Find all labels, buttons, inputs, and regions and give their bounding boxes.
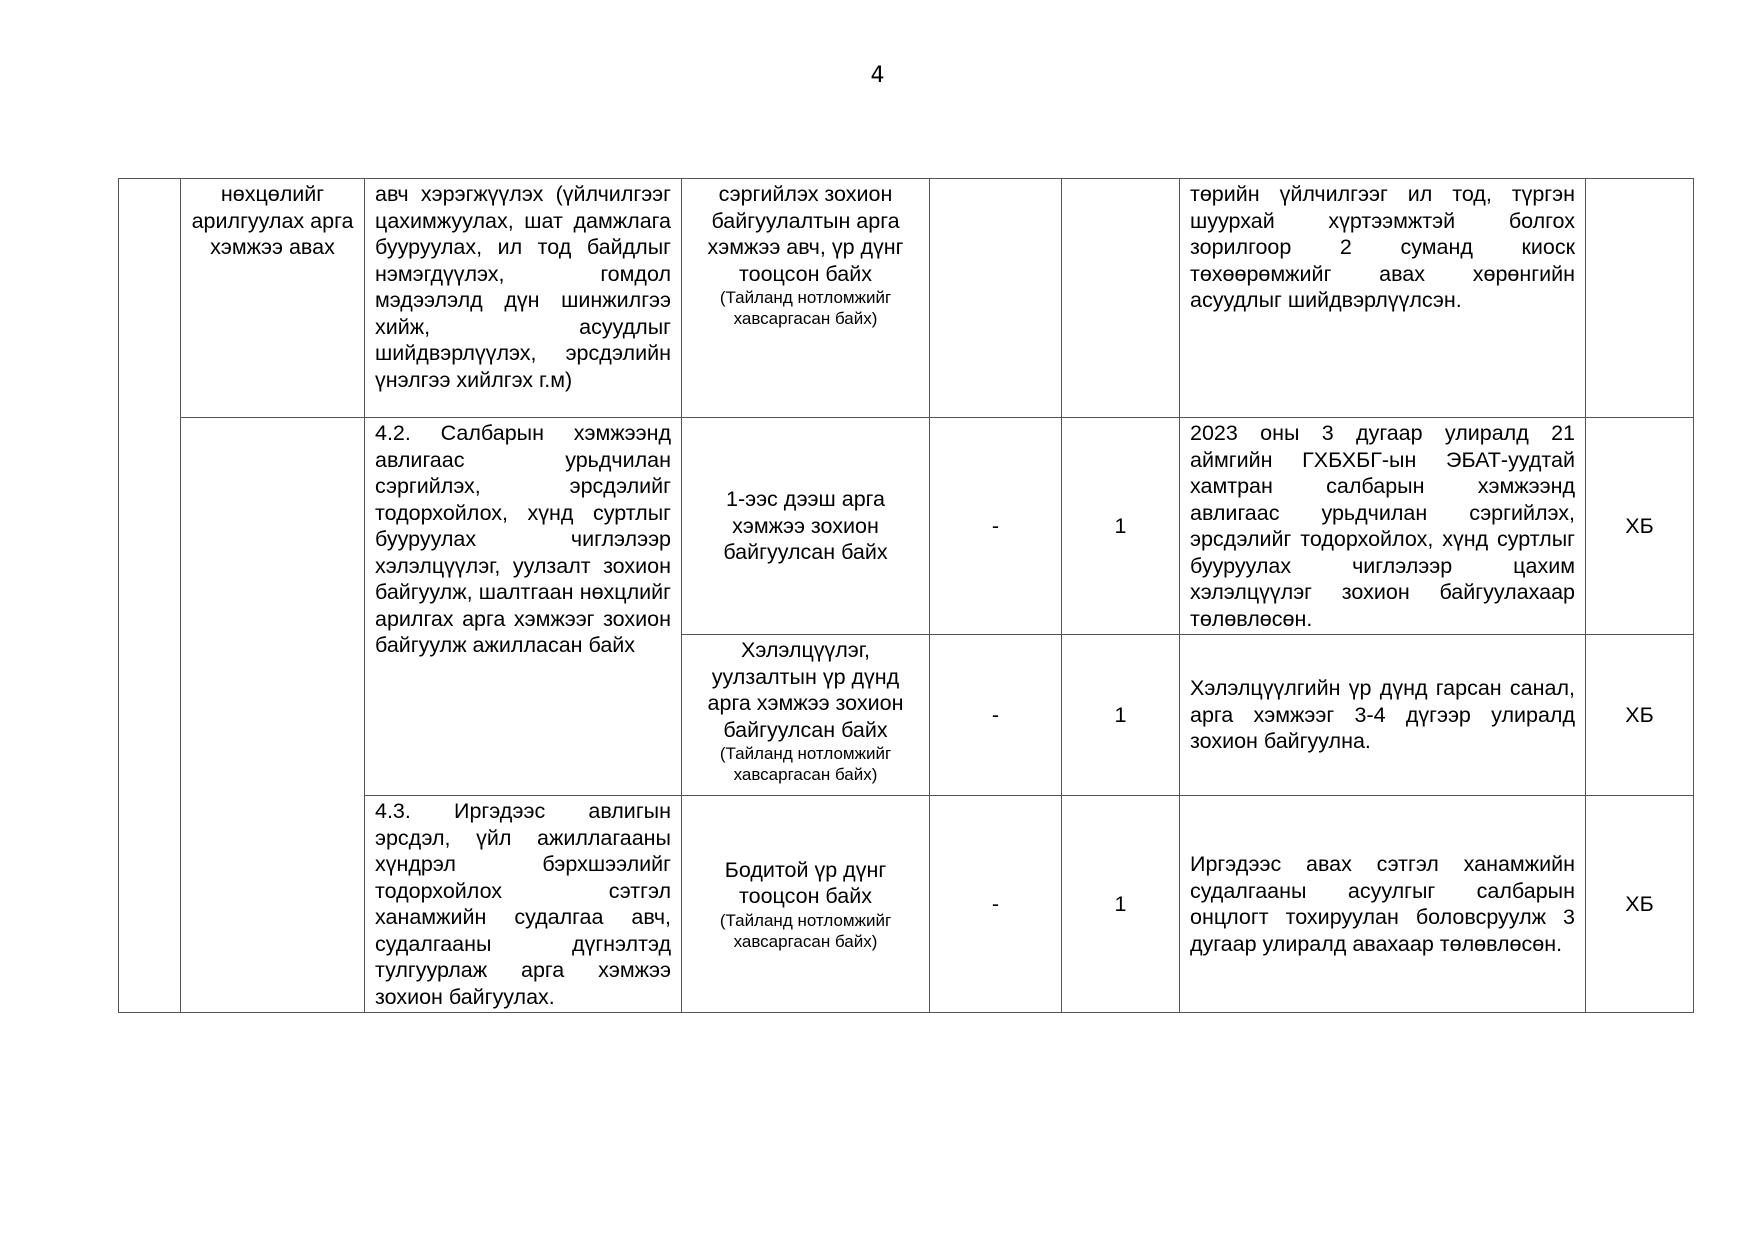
criteria-note: (Тайланд нотломжийг хавсаргасан байх)	[719, 910, 892, 951]
criteria-cell	[682, 796, 930, 1013]
page-number: 4	[870, 63, 885, 88]
criteria-cell	[682, 635, 930, 796]
number-cell	[119, 179, 181, 1013]
baseline-cell: -	[930, 418, 1062, 635]
criteria-note: (Тайланд нотломжийг хавсаргасан байх)	[719, 744, 892, 784]
activity-cell: 4.3. Иргэдээс авлигын эрсдэл, үйл ажиллагааны хүндрэл бэрхшээлийг тодорхойлох сэтгэл ханамжийн судалгаа авч, судалгааны дүгнэлтэд тулгуурлаж арга хэмжээ зохион байгуулах.	[365, 796, 682, 1013]
activity-cell: авч хэрэгжүүлэх (үйлчилгээг цахимжуулах, шат дамжлага бууруулах, ил тод байдлыг нэмэгдүүлэх, гомдол мэдээлэлд дүн шинжилгээ хийж, асуудлыг шийдвэрлүүлэх, эрсдэлийн үнэлгээ хийлгэх г.м)	[365, 179, 682, 418]
responsible-cell: ХБ	[1586, 796, 1694, 1013]
responsible-cell: ХБ	[1586, 418, 1694, 635]
target-cell: 1	[1062, 635, 1180, 796]
goal-cell: нөхцөлийг арилгуулах арга хэмжээ авах	[181, 179, 365, 418]
baseline-cell: -	[930, 796, 1062, 1013]
criteria-text: 1-ээс дээш арга хэмжээ зохион байгуулсан байх	[723, 487, 888, 565]
table-row	[119, 418, 1694, 635]
criteria-text: сэргийлэх зохион байгуулалтын арга хэмжээ авч, үр дүнг тооцсон байх	[707, 182, 904, 286]
criteria-cell	[682, 418, 930, 635]
report-cell: төрийн үйлчилгээг ил тод, түргэн шуурхай хүртээмжтэй болгох зорилгоор 2 суманд киоск төхөөрөмжийг авах хөрөнгийн асуудлыг шийдвэрлүүлсэн.	[1180, 179, 1586, 418]
activity-table	[118, 178, 1694, 1013]
responsible-cell	[1586, 179, 1694, 418]
report-cell: Иргэдээс авах сэтгэл ханамжийн судалгааны асуулгыг салбарын онцлогт тохируулан боловсруулж 3 дугаар улиралд авахаар төлөвлөсөн.	[1180, 796, 1586, 1013]
target-cell: 1	[1062, 418, 1180, 635]
criteria-cell	[682, 179, 930, 418]
report-cell: 2023 оны 3 дугаар улиралд 21 аймгийн ГХБХБГ-ын ЭБАТ-уудтай хамтран салбарын хэмжээнд авлигаас урьдчилан сэргийлэх, эрсдэлийг тодорхойлох, хүнд суртлыг бууруулах чиглэлээр цахим хэлэлцүүлэг зохион байгуулахаар төлөвлөсөн.	[1180, 418, 1586, 635]
baseline-cell: -	[930, 635, 1062, 796]
criteria-text: Хэлэлцүүлэг, уулзалтын үр дүнд арга хэмжээ зохион байгуулсан байх	[707, 638, 904, 742]
criteria-note: (Тайланд нотломжийг хавсаргасан байх)	[719, 288, 892, 328]
activity-cell: 4.2. Салбарын хэмжээнд авлигаас урьдчилан сэргийлэх, эрсдэлийг тодорхойлох, хүнд суртлыг бууруулах чиглэлээр хэлэлцүүлэг, уулзалт зохион байгуулж, шалтгаан нөхцлийг арилгах арга хэмжээг зохион байгуулж ажилласан байх	[365, 418, 682, 796]
table-row	[119, 179, 1694, 418]
target-cell	[1062, 179, 1180, 418]
goal-cell	[181, 418, 365, 1013]
report-cell: Хэлэлцүүлгийн үр дүнд гарсан санал, арга хэмжээг 3-4 дүгээр улиралд зохион байгуулна.	[1180, 635, 1586, 796]
baseline-cell	[930, 179, 1062, 418]
target-cell: 1	[1062, 796, 1180, 1013]
responsible-cell: ХБ	[1586, 635, 1694, 796]
criteria-text: Бодитой үр дүнг тооцсон байх	[724, 857, 887, 908]
